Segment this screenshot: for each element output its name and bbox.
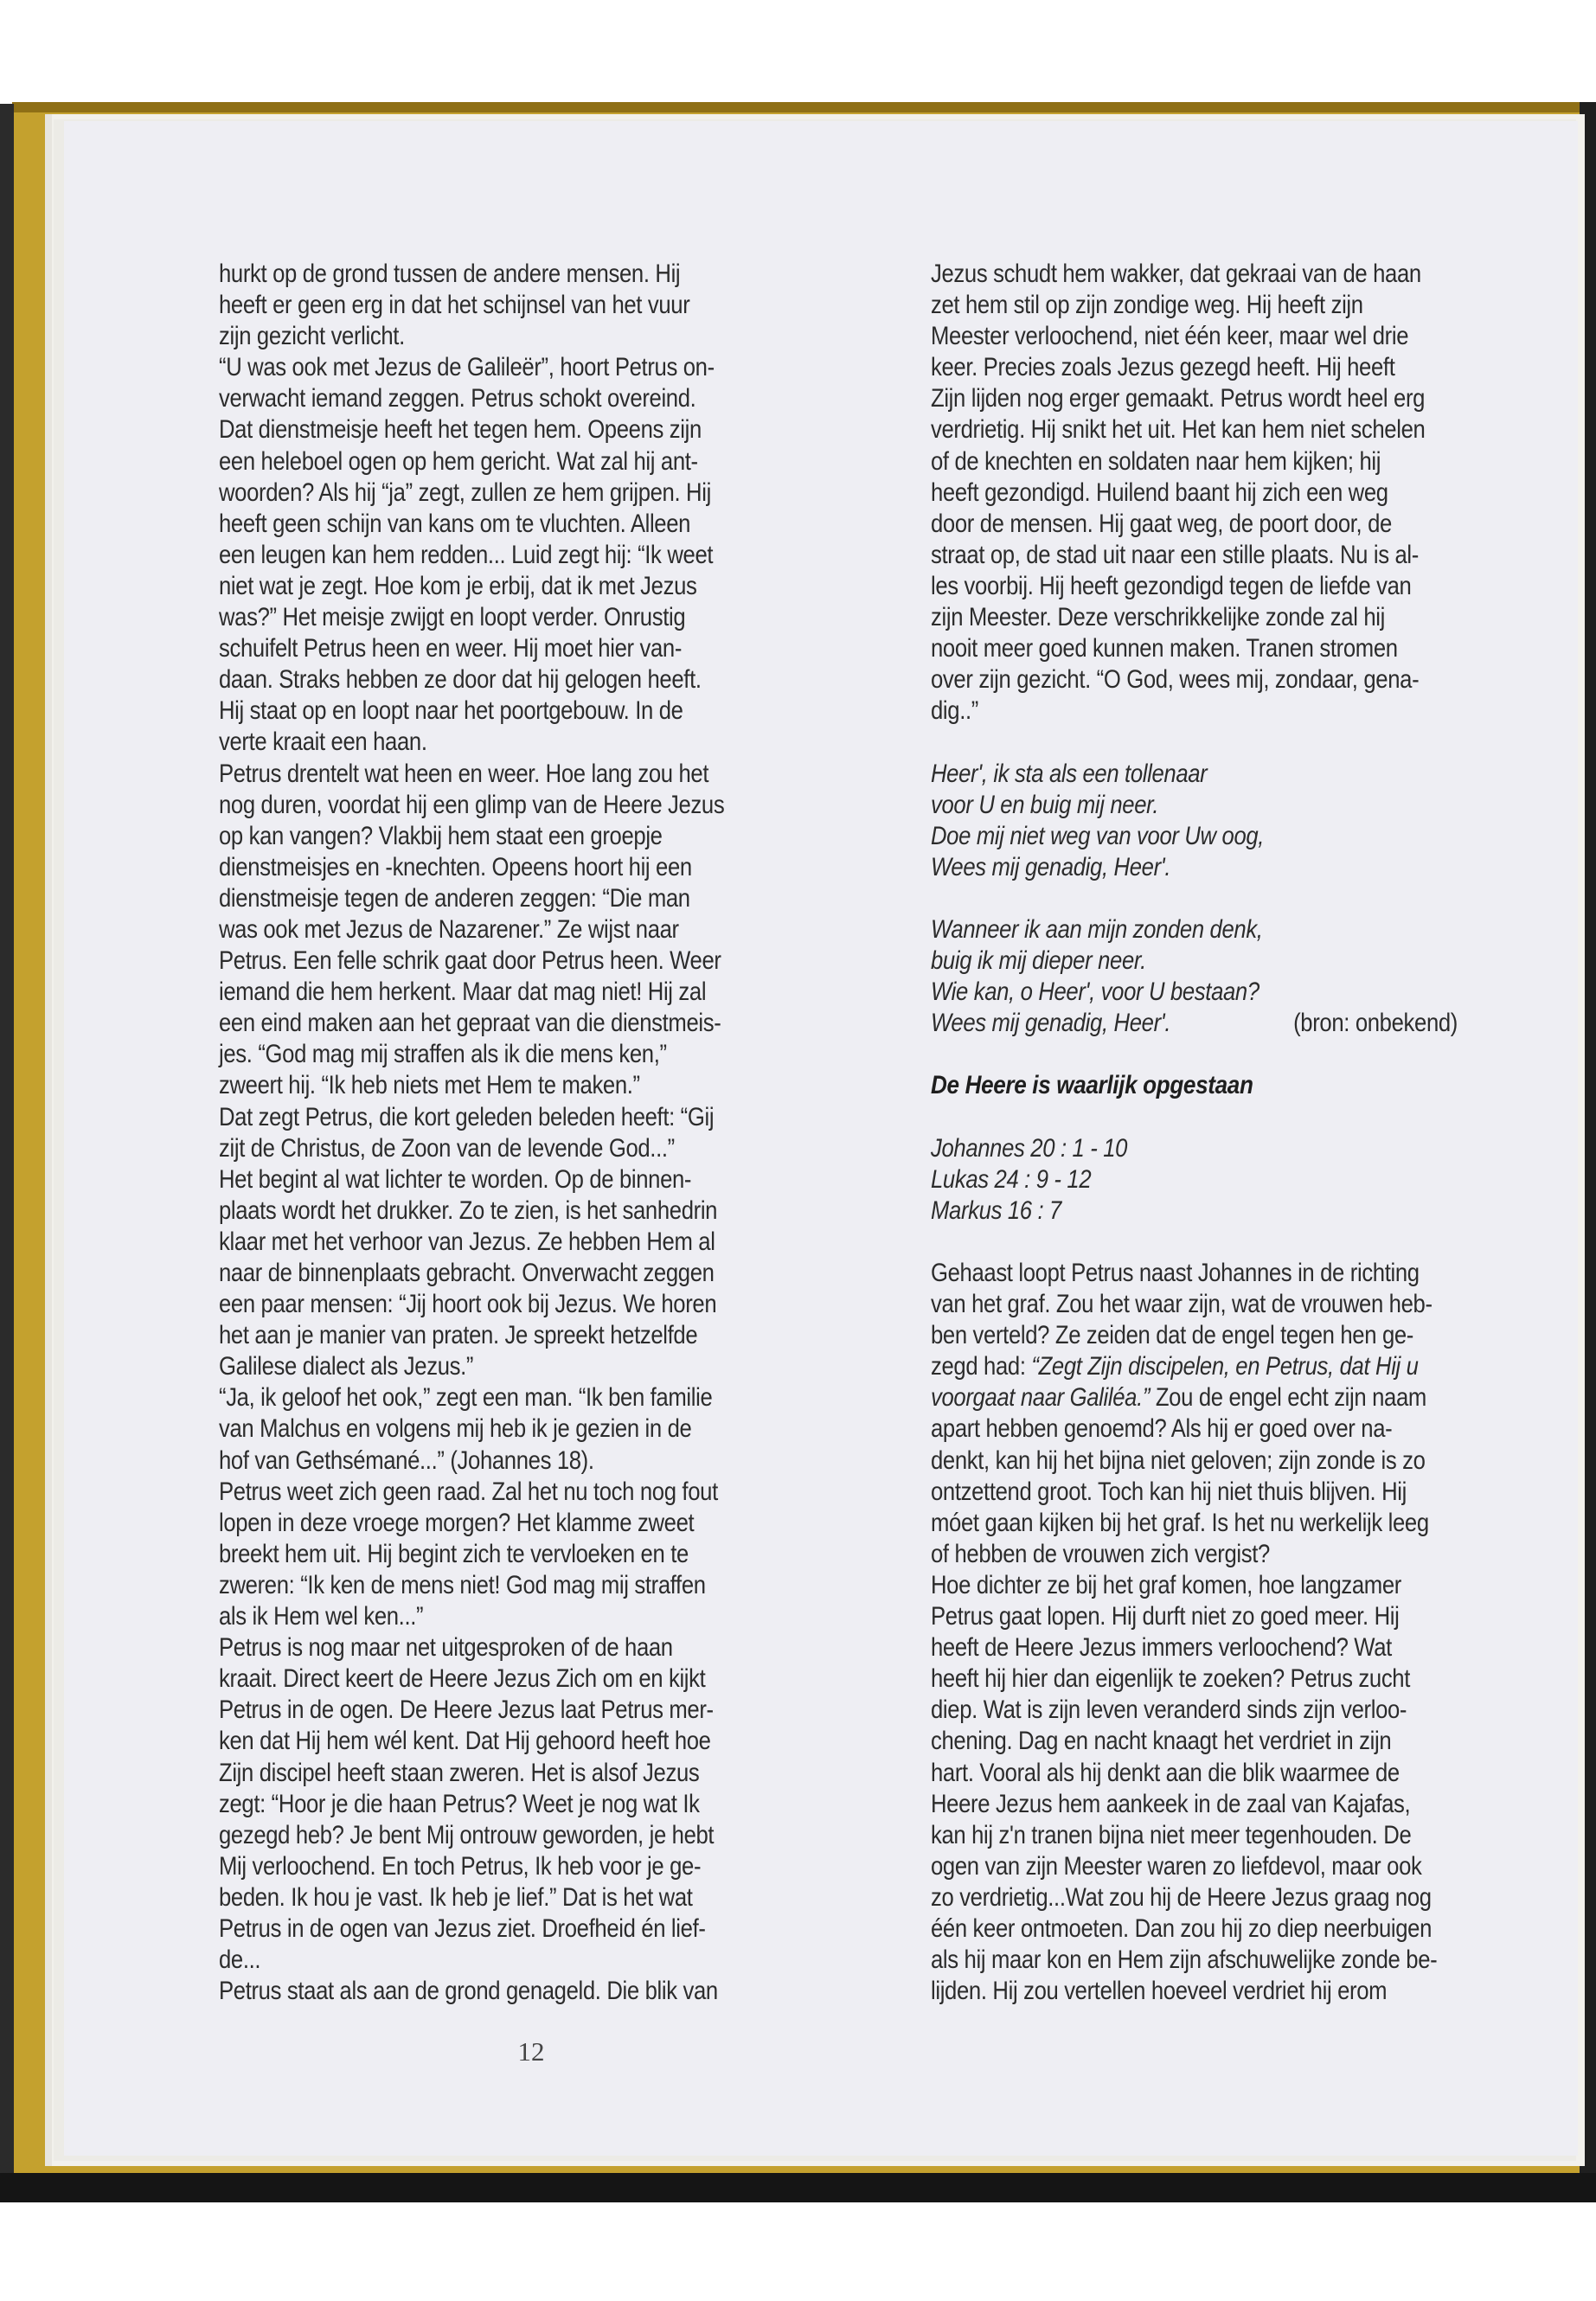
poem-last-line: Wees mij genadig, Heer'. xyxy=(931,1009,1171,1038)
text-line: diep. Wat is zijn leven veranderd sinds zijn verloo- xyxy=(931,1695,1407,1725)
text-line: of hebben de vrouwen zich vergist? xyxy=(931,1539,1270,1568)
text-line: dig..” xyxy=(931,696,978,726)
text-line: hurkt op de grond tussen de andere mensen. Hij xyxy=(219,260,681,288)
text-line: Petrus drentelt wat heen en weer. Hoe lang zou het xyxy=(219,759,709,788)
text-line: dienstmeisjes en -knechten. Opeens hoort hij een xyxy=(219,852,692,881)
text-line: ogen van zijn Meester waren zo liefdevol, maar ook xyxy=(931,1851,1422,1881)
poem-stanza-1 xyxy=(931,759,1458,883)
text-line: kan hij z'n tranen bijna niet meer tegenhouden. De xyxy=(931,1820,1412,1849)
text-line: Mij verloochend. En toch Petrus, Ik heb voor je ge- xyxy=(219,1851,702,1881)
poem-line: Heer', ik sta als een tollenaar xyxy=(931,759,1208,788)
text-line: zijt de Christus, de Zoon van de levende God...” xyxy=(219,1133,675,1163)
text-line: iemand die hem herkent. Maar dat mag niet! Hij zal xyxy=(219,977,707,1007)
text-line: “U was ook met Jezus de Galileër”, hoort Petrus on- xyxy=(219,353,715,382)
text-line: door de mensen. Hij gaat weg, de poort door, de xyxy=(931,509,1392,538)
text-line: niet wat je zegt. Hoe kom je erbij, dat ik met Jezus xyxy=(219,571,697,600)
text-line: of de knechten en soldaten naar hem kijken; hij xyxy=(931,446,1381,476)
poem-line: Wanneer ik aan mijn zonden denk, xyxy=(931,914,1263,944)
book-cover-top-edge xyxy=(12,102,1586,112)
quote-line-1: zegd had: “Zegt Zijn discipelen, en Petrus, dat Hij u xyxy=(931,1352,1419,1381)
text-line: Jezus schudt hem wakker, dat gekraai van de haan xyxy=(931,260,1421,288)
book-spine xyxy=(0,104,14,2197)
text-line: Petrus in de ogen van Jezus ziet. Droefheid én lief- xyxy=(219,1913,706,1943)
text-line: heeft er geen erg in dat het schijnsel van het vuur xyxy=(219,291,690,320)
text-line: was ook met Jezus de Nazarener.” Ze wijst naar xyxy=(219,914,679,944)
text-line: Petrus in de ogen. De Heere Jezus laat Petrus mer- xyxy=(219,1695,714,1725)
poem-line: buig ik mij dieper neer. xyxy=(931,946,1146,976)
text-line: was?” Het meisje zwijgt en loopt verder. Onrustig xyxy=(219,603,686,632)
poem-stanza-2 xyxy=(931,914,1458,1008)
right-text-column xyxy=(931,259,1458,2007)
text-line: op kan vangen? Vlakbij hem staat een groepje xyxy=(219,821,663,850)
text-line: daan. Straks hebben ze door dat hij gelogen heeft. xyxy=(219,665,702,695)
text-line: van Malchus en volgens mij heb ik je gezien in de xyxy=(219,1414,692,1444)
text-line: kraait. Direct keert de Heere Jezus Zich om en kijkt xyxy=(219,1664,706,1694)
text-line: Petrus is nog maar net uitgesproken of de haan xyxy=(219,1633,673,1663)
right-intro-paragraph xyxy=(931,259,1458,727)
text-line: Petrus gaat lopen. Hij durft niet zo goed meer. Hij xyxy=(931,1602,1400,1631)
text-line: “Ja, ik geloof het ook,” zegt een man. “Ik ben familie xyxy=(219,1383,713,1413)
text-line: een eind maken aan het gepraat van die dienstmeis- xyxy=(219,1009,721,1038)
text-line: zegt: “Hoor je die haan Petrus? Weet je nog wat Ik xyxy=(219,1789,700,1818)
text-line: als ik Hem wel ken...” xyxy=(219,1602,424,1631)
text-line: lopen in deze vroege morgen? Het klamme zweet xyxy=(219,1508,695,1537)
section-heading: De Heere is waarlijk opgestaan xyxy=(931,1071,1253,1100)
text-line: chening. Dag en nacht knaagt het verdriet in zijn xyxy=(931,1727,1392,1756)
text-line: Hij staat op en loopt naar het poortgebouw. In de xyxy=(219,696,683,726)
page-number: 12 xyxy=(517,2036,545,2067)
text-line: het aan je manier van praten. Je spreekt hetzelfde xyxy=(219,1321,698,1350)
text-line: breekt hem uit. Hij begint zich te vervloeken en te xyxy=(219,1539,689,1568)
text-line: een paar mensen: “Jij hoort ook bij Jezus. We horen xyxy=(219,1290,717,1319)
text-line: zweren: “Ik ken de mens niet! God mag mij straffen xyxy=(219,1570,706,1599)
text-line: straat op, de stad uit naar een stille plaats. Nu is al- xyxy=(931,540,1419,569)
poem-last-line-row xyxy=(931,1008,1458,1039)
reference-line: Johannes 20 : 1 - 10 xyxy=(931,1133,1128,1163)
text-line: één keer ontmoeten. Dan zou hij zo diep neerbuigen xyxy=(931,1913,1433,1943)
text-line: Petrus weet zich geen raad. Zal het nu toch nog fout xyxy=(219,1477,718,1506)
text-line: zijn Meester. Deze verschrikkelijke zonde zal hij xyxy=(931,603,1385,632)
text-line: Heere Jezus hem aankeek in de zaal van Kajafas, xyxy=(931,1789,1411,1818)
text-line: Dat dienstmeisje heeft het tegen hem. Opeens zijn xyxy=(219,415,702,445)
text-line: Gehaast loopt Petrus naast Johannes in de richting xyxy=(931,1259,1420,1287)
text-line: schuifelt Petrus heen en weer. Hij moet hier van- xyxy=(219,634,683,663)
text-line: heeft geen schijn van kans om te vluchten. Alleen xyxy=(219,509,691,538)
text-line: verte kraait een haan. xyxy=(219,727,427,757)
text-line: Petrus. Een felle schrik gaat door Petrus heen. Weer xyxy=(219,946,721,976)
poem-line: voor U en buig mij neer. xyxy=(931,790,1159,819)
poem-line: Wie kan, o Heer', voor U bestaan? xyxy=(931,977,1259,1007)
body-paragraph-rest xyxy=(931,1413,1458,2007)
body-paragraph-start xyxy=(931,1258,1458,1351)
text-line: lijden. Hij zou vertellen hoeveel verdriet hij erom xyxy=(931,1977,1388,2006)
poem-line: Doe mij niet weg van voor Uw oog, xyxy=(931,821,1265,850)
text-line: apart hebben genoemd? Als hij er goed over na- xyxy=(931,1414,1393,1444)
text-line: Galilese dialect als Jezus.” xyxy=(219,1352,474,1381)
bible-references xyxy=(931,1133,1458,1227)
text-line: beden. Ik hou je vast. Ik heb je lief.” Dat is het wat xyxy=(219,1882,693,1912)
text-line: Het begint al wat lichter te worden. Op de binnen- xyxy=(219,1164,692,1194)
text-line: móet gaan kijken bij het graf. Is het nu werkelijk leeg xyxy=(931,1508,1429,1537)
text-line: zet hem stil op zijn zondige weg. Hij heeft zijn xyxy=(931,291,1363,320)
text-line: zijn gezicht verlicht. xyxy=(219,322,405,351)
text-line: jes. “God mag mij straffen als ik die mens ken,” xyxy=(219,1040,667,1069)
text-line: klaar met het verhoor van Jezus. Ze hebben Hem al xyxy=(219,1227,715,1256)
text-line: ontzettend groot. Toch kan hij niet thuis blijven. Hij xyxy=(931,1477,1407,1506)
text-line: over zijn gezicht. “O God, wees mij, zondaar, gena- xyxy=(931,665,1420,695)
text-line: als hij maar kon en Hem zijn afschuwelijke zonde be- xyxy=(931,1945,1438,1975)
text-line: een leugen kan hem redden... Luid zegt hij: “Ik weet xyxy=(219,540,714,569)
text-line: Zijn lijden nog erger gemaakt. Petrus wordt heel erg xyxy=(931,384,1426,413)
text-line: ben verteld? Ze zeiden dat de engel tegen hen ge- xyxy=(931,1321,1413,1350)
text-line: zweert hij. “Ik heb niets met Hem te maken.” xyxy=(219,1071,640,1100)
text-line: heeft de Heere Jezus immers verloochend? Wat xyxy=(931,1633,1392,1663)
text-line: de... xyxy=(219,1945,261,1975)
text-line: heeft hij hier dan eigenlijk te zoeken? Petrus zucht xyxy=(931,1664,1411,1694)
text-line: hart. Vooral als hij denkt aan die blik waarmee de xyxy=(931,1758,1400,1787)
left-text-column xyxy=(219,259,724,2007)
reference-line: Markus 16 : 7 xyxy=(931,1195,1061,1225)
text-line: een heleboel ogen op hem gericht. Wat zal hij ant- xyxy=(219,446,698,476)
text-line: ken dat Hij hem wél kent. Dat Hij gehoord heeft hoe xyxy=(219,1727,711,1756)
poem-source: (bron: onbekend) xyxy=(1293,1009,1458,1038)
text-line: gezegd heb? Je bent Mij ontrouw geworden, je hebt xyxy=(219,1820,715,1849)
quote-line-2: voorgaat naar Galiléa.” Zou de engel echt zijn naam xyxy=(931,1383,1426,1413)
reference-line: Lukas 24 : 9 - 12 xyxy=(931,1164,1092,1194)
text-line: Zijn discipel heeft staan zweren. Het is alsof Jezus xyxy=(219,1758,700,1787)
text-line: Hoe dichter ze bij het graf komen, hoe langzamer xyxy=(931,1570,1401,1599)
text-line: nog duren, voordat hij een glimp van de Heere Jezus xyxy=(219,790,725,819)
text-line: Dat zegt Petrus, die kort geleden beleden heeft: “Gij xyxy=(219,1102,715,1131)
text-line: verdrietig. Hij snikt het uit. Het kan hem niet schelen xyxy=(931,415,1426,445)
text-line: hof van Gethsémané...” (Johannes 18). xyxy=(219,1445,594,1475)
text-line: van het graf. Zou het waar zijn, wat de vrouwen heb- xyxy=(931,1290,1433,1319)
text-line: Petrus staat als aan de grond genageld. Die blik van xyxy=(219,1977,718,2006)
text-line: les voorbij. Hij heeft gezondigd tegen de liefde van xyxy=(931,571,1412,600)
text-line: Meester verloochend, niet één keer, maar wel drie xyxy=(931,322,1409,351)
text-line: naar de binnenplaats gebracht. Onverwacht zeggen xyxy=(219,1259,715,1287)
text-line: plaats wordt het drukker. Zo te zien, is het sanhedrin xyxy=(219,1195,718,1225)
scanner-bottom-edge xyxy=(0,2173,1596,2202)
poem-line: Wees mij genadig, Heer'. xyxy=(931,852,1171,881)
text-line: verwacht iemand zeggen. Petrus schokt overeind. xyxy=(219,384,696,413)
text-line: heeft gezondigd. Huilend baant hij zich een weg xyxy=(931,478,1388,507)
text-line: keer. Precies zoals Jezus gezegd heeft. Hij heeft xyxy=(931,353,1395,382)
text-line: woorden? Als hij “ja” zegt, zullen ze hem grijpen. Hij xyxy=(219,478,711,507)
text-line: dienstmeisje tegen de anderen zeggen: “Die man xyxy=(219,883,690,913)
text-line: nooit meer goed kunnen maken. Tranen stromen xyxy=(931,634,1398,663)
text-line: denkt, kan hij het bijna niet geloven; zijn zonde is zo xyxy=(931,1445,1426,1475)
text-line: zo verdrietig...Wat zou hij de Heere Jezus graag nog xyxy=(931,1882,1432,1912)
